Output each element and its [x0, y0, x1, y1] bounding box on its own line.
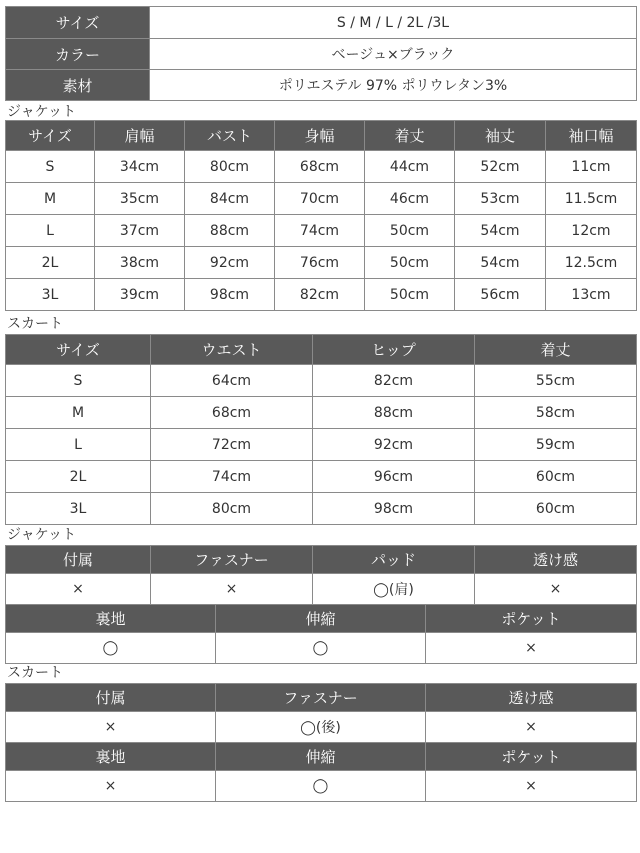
table-cell: 70cm: [275, 183, 365, 215]
table-cell: 74cm: [151, 461, 313, 493]
skirt-size-section: [5, 334, 636, 525]
table-cell: 80cm: [151, 493, 313, 525]
skirt-features-table-1: [5, 683, 637, 743]
table-cell: 37cm: [95, 215, 185, 247]
column-header: パッド: [313, 546, 475, 574]
column-header: 付属: [6, 684, 216, 712]
table-cell: 82cm: [313, 365, 475, 397]
table-row: [6, 247, 637, 279]
column-header: 着丈: [475, 335, 637, 365]
table-cell: 11cm: [546, 151, 637, 183]
column-header: 着丈: [365, 121, 455, 151]
skirt-size-title: スカート: [7, 316, 63, 332]
table-row: [6, 633, 637, 664]
column-header: 身幅: [275, 121, 365, 151]
product-info-table: [5, 6, 637, 101]
table-cell: 92cm: [185, 247, 275, 279]
column-header: サイズ: [6, 335, 151, 365]
table-cell: 98cm: [185, 279, 275, 311]
table-cell: 34cm: [95, 151, 185, 183]
table-cell: 64cm: [151, 365, 313, 397]
table-row: [6, 397, 637, 429]
table-cell: 52cm: [455, 151, 546, 183]
table-cell: 50cm: [365, 247, 455, 279]
table-cell: ×: [426, 633, 637, 664]
color-label: カラー: [6, 39, 150, 70]
column-header: ポケット: [426, 605, 637, 633]
table-cell: 58cm: [475, 397, 637, 429]
table-row: [6, 70, 637, 101]
table-cell: 54cm: [455, 215, 546, 247]
table-row: [6, 183, 637, 215]
table-row: [6, 365, 637, 397]
table-cell: 50cm: [365, 215, 455, 247]
table-cell: ×: [6, 771, 216, 802]
material-label: 素材: [6, 70, 150, 101]
table-cell: 46cm: [365, 183, 455, 215]
table-cell: 68cm: [275, 151, 365, 183]
table-cell: 11.5cm: [546, 183, 637, 215]
table-cell: 98cm: [313, 493, 475, 525]
table-cell: 3L: [6, 493, 151, 525]
table-cell: 88cm: [185, 215, 275, 247]
jacket-features-table-1: [5, 545, 637, 605]
column-header: 肩幅: [95, 121, 185, 151]
table-cell: M: [6, 183, 95, 215]
table-header-row: [6, 546, 637, 574]
table-cell: ×: [6, 574, 151, 605]
table-cell: 92cm: [313, 429, 475, 461]
table-cell: 60cm: [475, 493, 637, 525]
table-cell: 50cm: [365, 279, 455, 311]
table-row: [6, 771, 637, 802]
table-cell: 3L: [6, 279, 95, 311]
table-cell: 59cm: [475, 429, 637, 461]
table-cell: 76cm: [275, 247, 365, 279]
jacket-features-section-2: [5, 604, 636, 664]
table-cell: 74cm: [275, 215, 365, 247]
table-cell: L: [6, 215, 95, 247]
table-cell: 96cm: [313, 461, 475, 493]
table-row: [6, 151, 637, 183]
table-header-row: [6, 335, 637, 365]
table-cell: ◯(後): [216, 712, 426, 743]
table-cell: 54cm: [455, 247, 546, 279]
table-cell: S: [6, 365, 151, 397]
table-cell: L: [6, 429, 151, 461]
table-cell: 88cm: [313, 397, 475, 429]
table-cell: 39cm: [95, 279, 185, 311]
table-cell: 2L: [6, 247, 95, 279]
table-cell: 13cm: [546, 279, 637, 311]
table-cell: 84cm: [185, 183, 275, 215]
table-cell: ×: [475, 574, 637, 605]
table-header-row: [6, 121, 637, 151]
table-cell: ×: [151, 574, 313, 605]
material-value: ポリエステル 97% ポリウレタン3%: [150, 70, 637, 101]
skirt-features-section-1: [5, 683, 636, 743]
column-header: 裏地: [6, 743, 216, 771]
table-row: [6, 429, 637, 461]
table-cell: 53cm: [455, 183, 546, 215]
column-header: サイズ: [6, 121, 95, 151]
table-row: [6, 7, 637, 39]
skirt-features-table-2: [5, 742, 637, 802]
table-cell: 12cm: [546, 215, 637, 247]
jacket-features-title: ジャケット: [7, 527, 77, 543]
table-row: [6, 39, 637, 70]
table-cell: ◯: [216, 771, 426, 802]
table-cell: 72cm: [151, 429, 313, 461]
table-cell: ×: [6, 712, 216, 743]
table-cell: 55cm: [475, 365, 637, 397]
table-cell: 35cm: [95, 183, 185, 215]
table-cell: 82cm: [275, 279, 365, 311]
table-header-row: [6, 605, 637, 633]
table-cell: 12.5cm: [546, 247, 637, 279]
table-cell: 38cm: [95, 247, 185, 279]
table-cell: S: [6, 151, 95, 183]
table-row: [6, 215, 637, 247]
table-cell: ×: [426, 771, 637, 802]
table-cell: 44cm: [365, 151, 455, 183]
product-info-section: [5, 6, 636, 101]
size-label: サイズ: [6, 7, 150, 39]
column-header: バスト: [185, 121, 275, 151]
table-row: [6, 712, 637, 743]
table-cell: ×: [426, 712, 637, 743]
table-cell: 68cm: [151, 397, 313, 429]
jacket-size-section: [5, 120, 636, 311]
jacket-features-table-2: [5, 604, 637, 664]
column-header: ファスナー: [216, 684, 426, 712]
column-header: ウエスト: [151, 335, 313, 365]
table-cell: 56cm: [455, 279, 546, 311]
column-header: 透け感: [475, 546, 637, 574]
skirt-size-table: [5, 334, 637, 525]
skirt-features-title: スカート: [7, 665, 63, 681]
color-value: ベージュ×ブラック: [150, 39, 637, 70]
column-header: ポケット: [426, 743, 637, 771]
table-row: [6, 574, 637, 605]
jacket-features-section-1: [5, 545, 636, 605]
table-row: [6, 461, 637, 493]
column-header: 伸縮: [216, 605, 426, 633]
table-header-row: [6, 684, 637, 712]
skirt-features-section-2: [5, 742, 636, 802]
table-row: [6, 493, 637, 525]
table-row: [6, 279, 637, 311]
table-cell: ◯(肩): [313, 574, 475, 605]
table-cell: ◯: [216, 633, 426, 664]
table-cell: ◯: [6, 633, 216, 664]
column-header: 裏地: [6, 605, 216, 633]
column-header: 付属: [6, 546, 151, 574]
table-cell: 80cm: [185, 151, 275, 183]
column-header: 袖丈: [455, 121, 546, 151]
table-header-row: [6, 743, 637, 771]
size-value: S / M / L / 2L /3L: [150, 7, 637, 39]
table-cell: 60cm: [475, 461, 637, 493]
column-header: ファスナー: [151, 546, 313, 574]
column-header: 袖口幅: [546, 121, 637, 151]
column-header: 透け感: [426, 684, 637, 712]
column-header: 伸縮: [216, 743, 426, 771]
jacket-size-title: ジャケット: [7, 104, 77, 120]
table-cell: 2L: [6, 461, 151, 493]
table-cell: M: [6, 397, 151, 429]
jacket-size-table: [5, 120, 637, 311]
column-header: ヒップ: [313, 335, 475, 365]
